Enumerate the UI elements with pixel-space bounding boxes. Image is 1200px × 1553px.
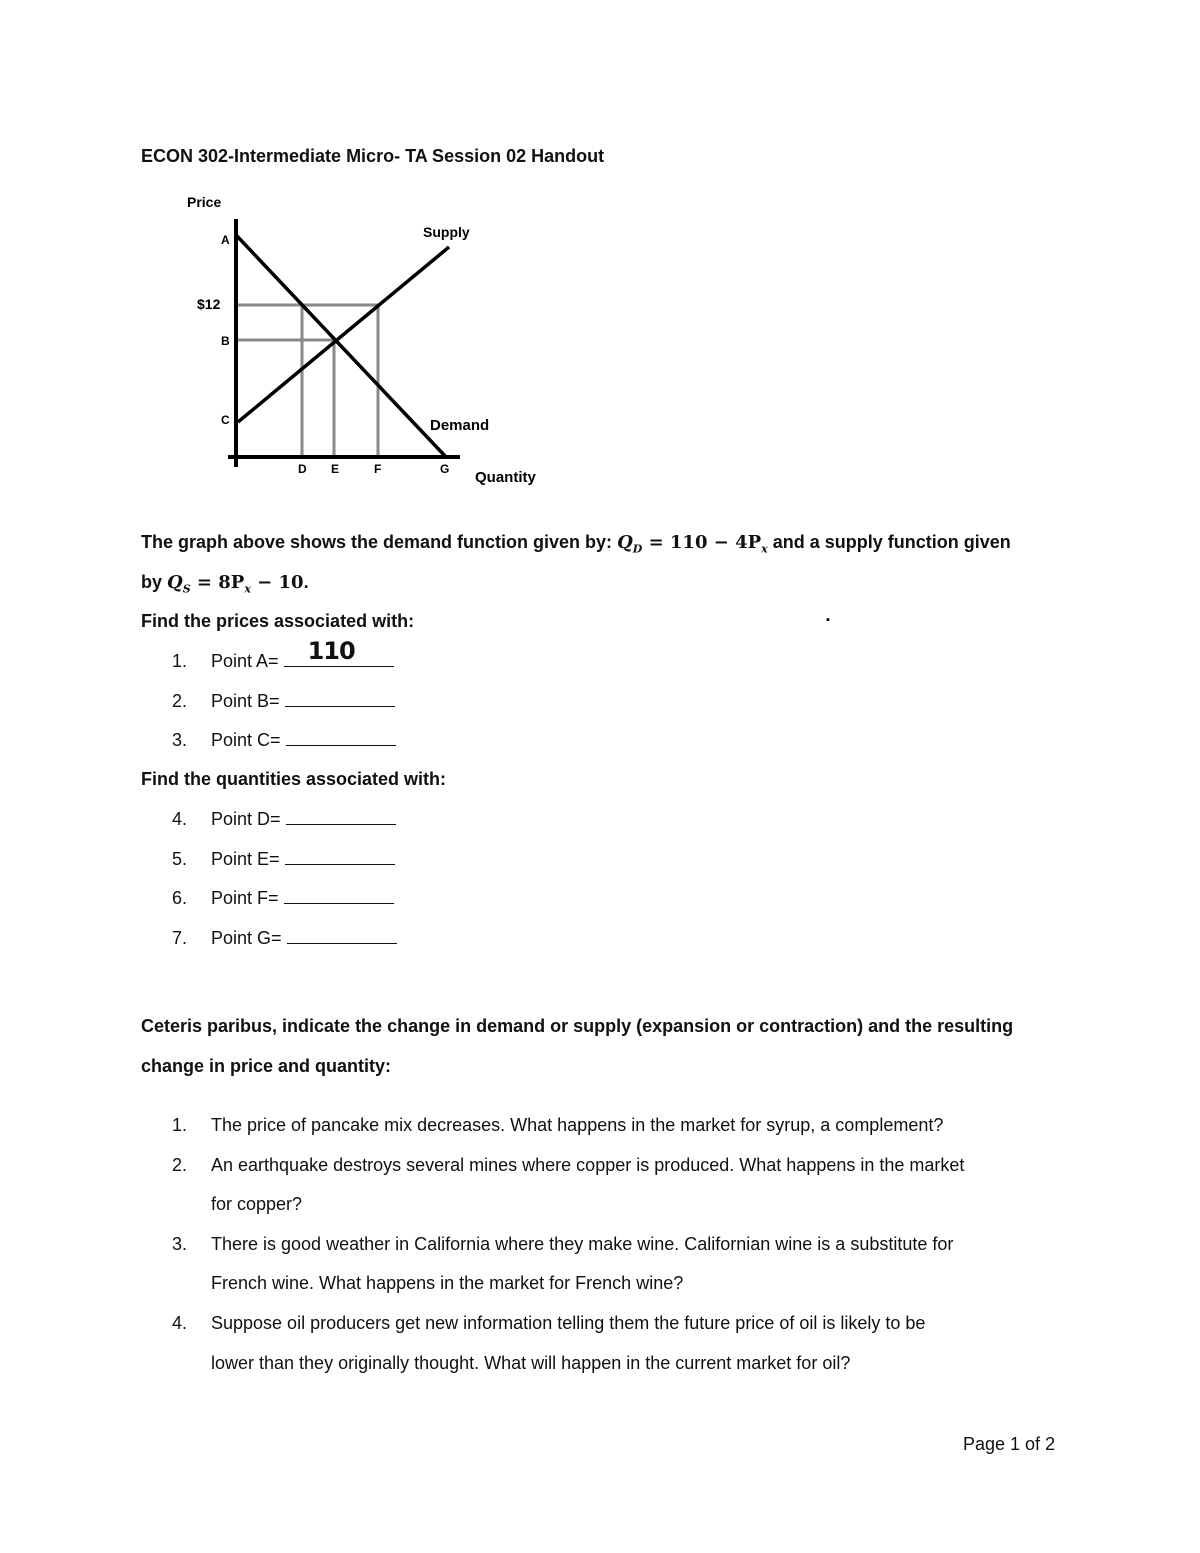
point-e-label: E [331, 462, 340, 476]
point-f-label: F [374, 462, 382, 476]
point-c-label: C [221, 413, 230, 427]
question-2-line-1: An earthquake destroys several mines where copper is produced. What happens in the market [211, 1155, 965, 1175]
question-3-line-1: There is good weather in California where they make wine. Californian wine is a substitute for [211, 1234, 954, 1254]
answer-blank-a[interactable] [284, 637, 394, 667]
quantity-item-d: 4. Point D= [165, 808, 396, 830]
quantities-heading: Find the quantities associated with: [141, 769, 447, 789]
supply-equation: $Q_S = 8P_x - 10$ [167, 572, 304, 596]
answer-blank-e[interactable] [285, 848, 395, 865]
demand-label: Demand [430, 417, 490, 434]
point-b-label: B [221, 334, 230, 348]
intro-line-2: by $Q_S = 8P_x - 10$. [141, 572, 309, 596]
question-1: 1. [171, 1115, 187, 1135]
question-2: 2. [171, 1155, 187, 1175]
question-2-line-2: for copper? [211, 1194, 303, 1214]
answer-blank-b[interactable] [285, 690, 395, 707]
question-4-line-1: Suppose oil producers get new information telling them the future price of oil is likely to be [211, 1313, 926, 1333]
price-item-a: 1. Point A= 110 [165, 650, 394, 672]
ceteris-heading-line-2: change in price and quantity: [141, 1056, 392, 1076]
price-item-c: 3. Point C= [165, 729, 396, 751]
question-4: 4. [171, 1313, 187, 1333]
point-a-label: A [221, 233, 230, 247]
question-1-line-1: The price of pancake mix decreases. What happens in the market for syrup, a complement? [211, 1115, 944, 1135]
question-4-line-2: lower than they originally thought. What will happen in the current market for oil? [211, 1353, 851, 1373]
supply-label: Supply [423, 224, 470, 240]
question-3: 3. [171, 1234, 187, 1254]
quantity-item-f: 6. Point F= [165, 887, 394, 909]
x-axis-label: Quantity [475, 469, 536, 486]
demand-curve [236, 235, 446, 457]
intro-line-1: The graph above shows the demand function given by: $Q_D = 110 - 4P_x$ and a supply function given [141, 532, 1011, 556]
page-number: Page 1 of 2 [963, 1434, 1056, 1454]
answer-blank-f[interactable] [284, 887, 394, 904]
stray-dot: ▪ [826, 614, 830, 626]
price-item-b: 2. Point B= [165, 690, 395, 712]
supply-demand-graph [150, 185, 570, 495]
question-3-line-2: French wine. What happens in the market for French wine? [211, 1273, 684, 1293]
page-title: ECON 302-Intermediate Micro- TA Session 02 Handout [141, 146, 605, 166]
answer-blank-d[interactable] [286, 808, 396, 825]
quantity-item-g: 7. Point G= [165, 927, 397, 949]
supply-curve [238, 247, 449, 422]
point-g-label: G [440, 462, 450, 476]
handwritten-answer-a: 110 [307, 637, 355, 665]
point-d-label: D [298, 462, 307, 476]
answer-blank-g[interactable] [287, 927, 397, 944]
ceteris-heading-line-1: Ceteris paribus, indicate the change in demand or supply (expansion or contraction) and the resulting [141, 1016, 1014, 1036]
quantity-item-e: 5. Point E= [165, 848, 395, 870]
y-axis-label: Price [187, 194, 222, 210]
answer-blank-c[interactable] [286, 729, 396, 746]
prices-heading: Find the prices associated with: [141, 611, 415, 631]
price-12-label: $12 [197, 296, 221, 312]
demand-equation: $Q_D = 110 - 4P_x$ [617, 532, 768, 556]
